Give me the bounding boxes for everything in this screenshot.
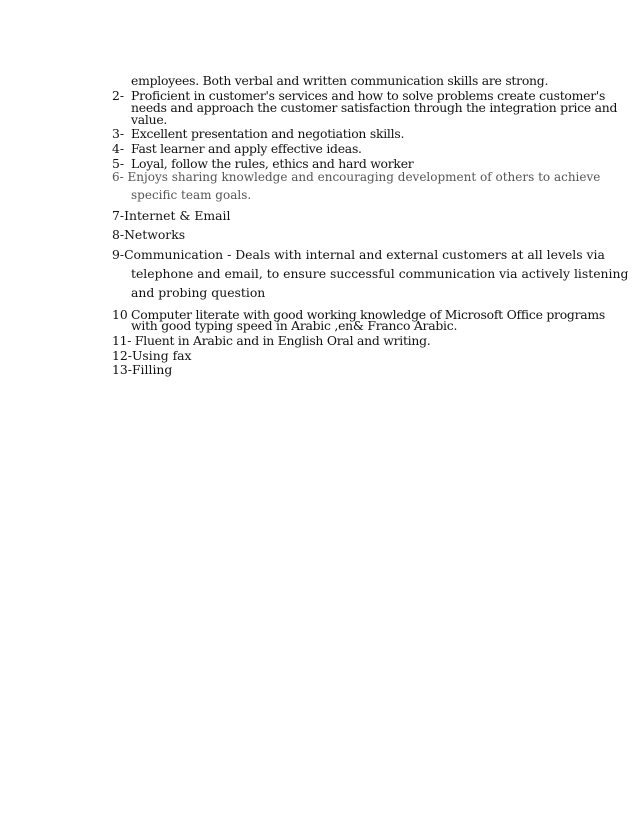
item-2-line-3: value. xyxy=(131,112,168,127)
item-9-line-1: 9-Communication - Deals with internal and external customers at all levels via xyxy=(112,247,605,262)
item-4-number: 4- xyxy=(112,141,125,156)
item-3-number: 3- xyxy=(112,126,125,141)
item-2-number: 2- xyxy=(112,88,125,103)
item-2-line-2: needs and approach the customer satisfaction through the integration price and xyxy=(131,100,618,115)
item-4-text: Fast learner and apply effective ideas. xyxy=(131,141,362,156)
item-6-line-2: specific team goals. xyxy=(131,188,252,202)
item-10-number: 10 xyxy=(112,307,128,322)
item-9-line-3: and probing question xyxy=(131,285,266,300)
item-13-text: 13-Filling xyxy=(112,362,173,377)
item-10-line-1: Computer literate with good working knowledge of Microsoft Office programs xyxy=(131,307,606,322)
item-3-text: Excellent presentation and negotiation skills. xyxy=(131,126,405,141)
item-11-text: 11- Fluent in Arabic and in English Oral and writing. xyxy=(112,333,431,348)
item-7-text: 7-Internet & Email xyxy=(112,208,231,223)
item-6-line-1: 6- Enjoys sharing knowledge and encouraging development of others to achieve xyxy=(112,170,601,184)
item-12-text: 12-Using fax xyxy=(112,348,192,363)
item-10-line-2: with good typing speed in Arabic ,en& Franco Arabic. xyxy=(131,318,458,333)
item-2-line-1: Proficient in customer's services and how to solve problems create customer's xyxy=(131,88,606,103)
item-5-text: Loyal, follow the rules, ethics and hard worker xyxy=(131,156,414,171)
skills-continuation-line: employees. Both verbal and written communication skills are strong. xyxy=(131,73,549,88)
item-8-text: 8-Networks xyxy=(112,227,186,242)
item-5-number: 5- xyxy=(112,156,125,171)
item-9-line-2: telephone and email, to ensure successful communication via actively listening xyxy=(131,266,629,281)
